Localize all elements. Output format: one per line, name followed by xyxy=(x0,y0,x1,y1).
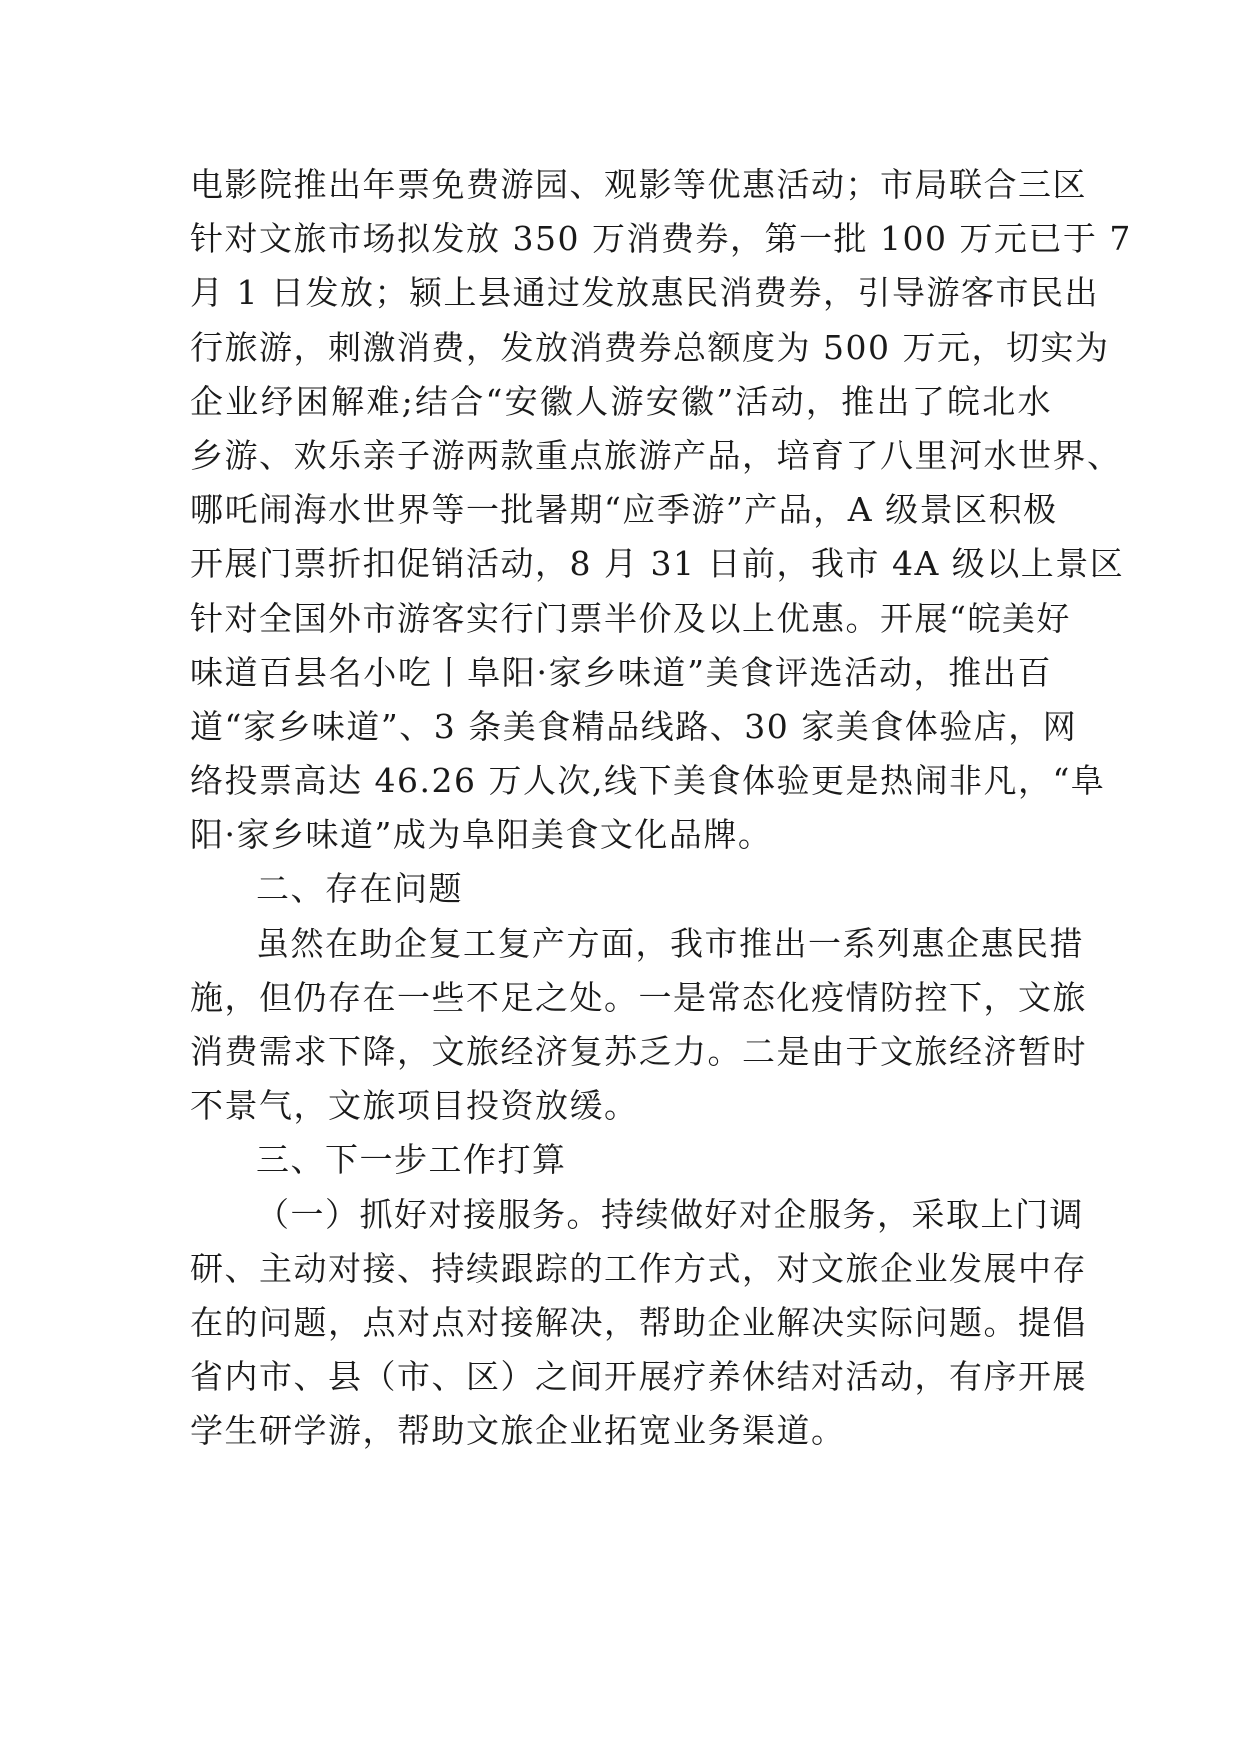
text-line: 虽然在助企复工复产方面，我市推出一系列惠企惠民措 xyxy=(256,923,1084,963)
text-line: 在的问题，点对点对接解决，帮助企业解决实际问题。提倡 xyxy=(190,1302,1087,1342)
document-body xyxy=(190,158,1132,1459)
paragraph-problems xyxy=(190,917,1087,1134)
text-line: 电影院推出年票免费游园、观影等优惠活动；市局联合三区 xyxy=(190,165,1087,204)
text-line: 络投票高达 46.26 万人次,线下美食体验更是热闹非凡，“阜 xyxy=(190,761,1106,801)
text-line: 开展门票折扣促销活动，8 月 31 日前，我市 4A 级以上景区 xyxy=(190,544,1125,584)
section-heading-problems: 二、存在问题 xyxy=(256,869,463,909)
text-line: 行旅游，刺激消费，发放消费券总额度为 500 万元，切实为 xyxy=(190,327,1110,367)
text-line: 研、主动对接、持续跟踪的工作方式，对文旅企业发展中存 xyxy=(190,1248,1087,1288)
text-line: （一）抓好对接服务。持续做好对企服务，采取上门调 xyxy=(256,1194,1084,1234)
text-line: 阳·家乡味道”成为阜阳美食文化品牌。 xyxy=(190,815,773,855)
text-line: 企业纾困解难;结合“安徽人游安徽”活动，推出了皖北水 xyxy=(190,381,1052,421)
text-line: 针对文旅市场拟发放 350 万消费券，第一批 100 万元已于 7 xyxy=(190,219,1132,259)
text-line: 施，但仍存在一些不足之处。一是常态化疫情防控下，文旅 xyxy=(190,977,1087,1017)
text-line: 消费需求下降，文旅经济复苏乏力。二是由于文旅经济暂时 xyxy=(190,1032,1087,1071)
text-line: 味道百县名小吃丨阜阳·家乡味道”美食评选活动，推出百 xyxy=(190,652,1052,692)
text-line: 不景气，文旅项目投资放缓。 xyxy=(190,1086,639,1126)
text-line: 学生研学游，帮助文旅企业拓宽业务渠道。 xyxy=(190,1411,846,1451)
paragraph-next-steps xyxy=(190,1188,1087,1459)
text-line: 省内市、县（市、区）之间开展疗养休结对活动，有序开展 xyxy=(190,1357,1087,1397)
section-heading-next-steps: 三、下一步工作打算 xyxy=(256,1140,567,1180)
text-line: 乡游、欢乐亲子游两款重点旅游产品，培育了八里河水世界、 xyxy=(190,435,1122,475)
paragraph-promotions xyxy=(190,158,1132,862)
text-line: 道“家乡味道”、3 条美食精品线路、30 家美食体验店，网 xyxy=(190,706,1078,746)
text-line: 哪吒闹海水世界等一批暑期“应季游”产品，A 级景区积极 xyxy=(190,490,1058,530)
text-line: 月 1 日发放；颍上县通过发放惠民消费券，引导游客市民出 xyxy=(190,273,1099,313)
text-line: 针对全国外市游客实行门票半价及以上优惠。开展“皖美好 xyxy=(190,598,1071,638)
